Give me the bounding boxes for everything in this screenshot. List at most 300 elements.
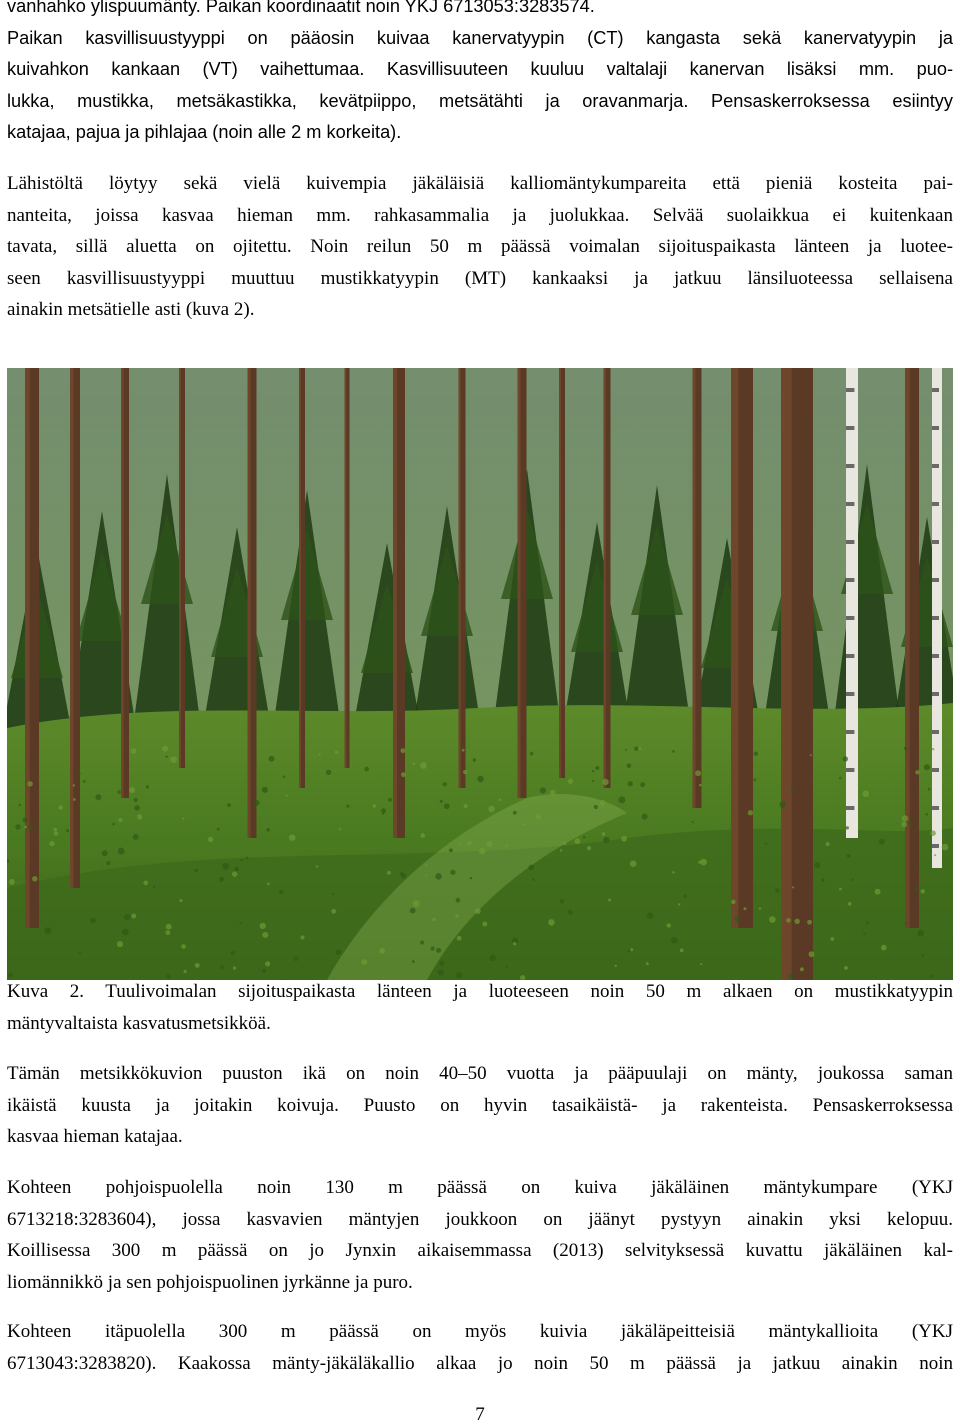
ground-speck [300, 935, 304, 939]
ground-speck [628, 781, 633, 786]
text-line: nanteita, joissa kasvaa hieman mm. rahkasammalia ja juolukkaa. Selvää suolaikkua ei kuitenkaan [7, 204, 953, 226]
ground-speck [830, 937, 834, 941]
ground-speck [934, 854, 936, 856]
ground-speck [563, 842, 566, 845]
ground-speck [90, 917, 96, 923]
ground-speck [583, 836, 585, 838]
birch-mark [932, 426, 939, 430]
ground-speck [381, 808, 386, 813]
ground-speck [332, 893, 334, 895]
ground-speck [410, 908, 416, 914]
ground-speck [942, 844, 949, 851]
birch-mark [846, 540, 854, 544]
ground-speck [843, 756, 848, 761]
ground-speck [754, 752, 758, 756]
ground-speck [420, 833, 425, 838]
ground-speck [477, 776, 483, 782]
ground-speck [917, 930, 924, 937]
ground-speck [759, 907, 761, 909]
ground-speck [153, 886, 156, 889]
ground-speck [847, 854, 851, 858]
ground-speck [319, 753, 321, 755]
ground-speck [181, 944, 186, 949]
ground-speck [372, 804, 376, 808]
ground-speck [279, 889, 284, 894]
ground-speck [826, 842, 830, 846]
ground-speck [462, 749, 465, 752]
ground-speck [79, 951, 81, 953]
ground-speck [456, 898, 461, 903]
ground-speck [106, 861, 110, 865]
ground-speck [640, 782, 645, 787]
ground-speck [133, 834, 139, 840]
ground-speck [449, 848, 453, 852]
ground-speck [548, 919, 555, 926]
ground-speck [634, 747, 638, 751]
birch-trunk [846, 368, 858, 838]
ground-speck [602, 832, 605, 835]
birch-mark [846, 502, 854, 506]
text-line: tavata, sillä aluetta on ojitettu. Noin reilun 50 m päässä voimalan sijoituspaikasta länteen ja luotee- [7, 236, 953, 257]
pine-trunk-highlight [731, 368, 738, 928]
ground-speck [134, 798, 138, 802]
ground-speck [499, 799, 502, 802]
ground-speck [262, 932, 268, 938]
text-line: liomännikkö ja sen pohjoispuolinen jyrkänne ja puro. [7, 1271, 413, 1293]
ground-speck [608, 898, 611, 901]
ground-speck [839, 777, 842, 780]
ground-speck [464, 804, 468, 808]
ground-speck [49, 841, 54, 846]
ground-speck [66, 829, 69, 832]
ground-speck [627, 949, 630, 952]
ground-speck [15, 824, 20, 829]
birch-mark [846, 806, 854, 810]
ground-speck [630, 860, 637, 867]
ground-speck [425, 864, 427, 866]
ground-speck [170, 756, 177, 763]
ground-speck [455, 915, 458, 918]
ground-speck [78, 772, 81, 775]
paragraph-east-side [7, 1316, 953, 1379]
ground-speck [239, 922, 242, 925]
ground-speck [909, 821, 913, 825]
birch-mark [846, 654, 854, 658]
ground-speck [791, 788, 795, 792]
ground-speck [53, 828, 57, 832]
ground-speck [146, 785, 149, 788]
ground-speck [346, 805, 349, 808]
birch-mark [932, 692, 939, 696]
ground-speck [924, 764, 930, 770]
ground-speck [254, 800, 260, 806]
text-line: Kuva 2. Tuulivoimalan sijoituspaikasta länteen ja luoteeseen noin 50 m alkaen on mustikkatyypin [7, 981, 953, 1002]
ground-speck [639, 747, 642, 750]
ground-speck [437, 969, 443, 975]
text-line: Koillisessa 300 m päässä on jo Jynxin aikaisemmassa (2013) selvityksessä kuvattu jäkäläinen kal- [7, 1240, 953, 1261]
ground-speck [769, 916, 776, 923]
ground-speck [678, 903, 680, 905]
ground-speck [568, 779, 573, 784]
ground-speck [335, 949, 341, 955]
page-number: 7 [475, 1404, 485, 1425]
ground-speck [18, 804, 21, 807]
ground-speck [134, 805, 139, 810]
pine-trunk-highlight [518, 368, 521, 798]
ground-speck [32, 876, 38, 882]
ground-speck [932, 748, 934, 750]
ground-speck [262, 969, 266, 973]
ground-speck [131, 748, 137, 754]
ground-speck [575, 838, 581, 844]
ground-speck [699, 784, 702, 787]
birch-mark [846, 616, 854, 620]
ground-speck [232, 871, 237, 876]
ground-speck [901, 822, 907, 828]
ground-speck [630, 948, 633, 951]
ground-speck [400, 748, 405, 753]
pine-trunk-highlight [25, 368, 30, 928]
text-line: 6713218:3283604), jossa kasvavien mäntyjen joukkoon on jäänyt pystyyn ainakin yksi kelopuu. [7, 1208, 953, 1230]
ground-speck [58, 805, 62, 809]
ground-speck [28, 825, 33, 830]
ground-speck [413, 900, 420, 907]
ground-speck [432, 918, 436, 922]
birch-mark [932, 388, 939, 392]
ground-speck [470, 877, 473, 880]
ground-speck [54, 831, 58, 835]
pine-trunk-highlight [345, 368, 347, 768]
ground-speck [530, 752, 534, 756]
ground-speck [618, 796, 625, 803]
birch-mark [932, 502, 939, 506]
ground-speck [335, 751, 338, 754]
ground-speck [928, 788, 931, 791]
ground-speck [439, 961, 444, 966]
ground-speck [528, 865, 534, 871]
ground-speck [603, 837, 609, 843]
ground-speck [425, 874, 427, 876]
ground-speck [364, 767, 369, 772]
ground-speck [839, 888, 842, 891]
ground-speck [117, 941, 123, 947]
ground-speck [482, 922, 487, 927]
ground-speck [339, 828, 341, 830]
ground-speck [122, 929, 128, 935]
ground-speck [208, 837, 213, 842]
ground-speck [779, 801, 786, 808]
ground-speck [233, 967, 236, 970]
ground-speck [440, 800, 443, 803]
text-line: katajaa, pajua ja pihlajaa (noin alle 2 m korkeita). [7, 122, 402, 142]
ground-speck [195, 963, 200, 968]
birch-mark [846, 464, 854, 468]
pine-trunk-highlight [781, 368, 792, 980]
ground-speck [316, 865, 318, 867]
ground-speck [879, 839, 885, 845]
ground-speck [102, 850, 108, 856]
ground-speck [881, 945, 887, 951]
ground-speck [420, 762, 427, 769]
text-line: mäntyvaltaista kasvatusmetsikköä. [7, 1012, 271, 1034]
ground-speck [550, 790, 556, 796]
ground-speck [560, 899, 564, 903]
ground-speck [486, 841, 492, 847]
text-line: Kohteen pohjoispuolella noin 130 m päässä on kuiva jäkäläinen mäntykumpare (YKJ [7, 1177, 953, 1198]
ground-speck [930, 830, 936, 836]
text-line: ainakin metsätielle asti (kuva 2). [7, 299, 255, 320]
ground-speck [800, 967, 804, 971]
ground-speck [735, 916, 740, 921]
ground-speck [535, 814, 541, 820]
pine-trunk-highlight [248, 368, 251, 838]
ground-speck [436, 948, 441, 953]
birch-mark [846, 578, 854, 582]
text-line: kasvaa hieman katajaa. [7, 1126, 183, 1147]
ground-speck [863, 933, 865, 935]
ground-speck [246, 857, 248, 859]
ground-speck [792, 886, 794, 888]
ground-speck [848, 902, 852, 906]
ground-speck [443, 782, 447, 786]
ground-speck [217, 828, 220, 831]
pine-trunk-highlight [70, 368, 73, 888]
ground-speck [326, 770, 331, 775]
ground-speck [260, 923, 266, 929]
ground-speck [592, 770, 594, 772]
ground-speck [266, 828, 270, 832]
ground-speck [388, 798, 392, 802]
ground-speck [672, 871, 674, 873]
ground-speck [753, 778, 756, 781]
ground-speck [265, 961, 270, 966]
ground-speck [700, 859, 707, 866]
text-line: Kohteen itäpuolella 300 m päässä on myös kuivia jäkäläpeitteisiä mäntykallioita (YKJ [7, 1321, 953, 1342]
ground-speck [587, 846, 591, 850]
ground-speck [227, 803, 231, 807]
ground-speck [786, 918, 791, 923]
ground-speck [184, 970, 187, 973]
ground-speck [489, 955, 496, 962]
ground-speck [24, 826, 27, 829]
ground-speck [672, 750, 675, 753]
ground-speck [118, 848, 125, 855]
ground-speck [124, 914, 130, 920]
ground-speck [560, 849, 562, 851]
ground-speck [412, 960, 415, 963]
ground-speck [646, 962, 649, 965]
ground-speck [602, 779, 609, 786]
pine-trunk-highlight [559, 368, 561, 778]
ground-speck [914, 866, 916, 868]
pine-trunk-highlight [393, 368, 397, 838]
birch-mark [932, 844, 939, 848]
ground-speck [844, 966, 848, 970]
ground-speck [195, 869, 199, 873]
ground-speck [692, 821, 694, 823]
text-line: kuivahkon kankaan (VT) vaihettumaa. Kasvillisuuteen kuuluu valtalaji kanervan lisäksi mm. puo- [7, 59, 953, 79]
ground-speck [505, 845, 508, 848]
ground-speck [473, 758, 476, 761]
ground-speck [457, 936, 462, 941]
ground-speck [488, 806, 494, 812]
ground-speck [27, 781, 33, 787]
ground-speck [821, 878, 824, 881]
ground-speck [902, 815, 908, 821]
birch-mark [932, 540, 939, 544]
ground-speck [642, 814, 648, 820]
ground-speck [72, 784, 74, 786]
ground-speck [165, 930, 170, 935]
ground-speck [387, 871, 391, 875]
ground-speck [523, 823, 526, 826]
ground-speck [680, 948, 684, 952]
ground-speck [467, 841, 471, 845]
birch-mark [932, 768, 939, 772]
ground-speck [513, 811, 517, 815]
text-line: seen kasvillisuustyyppi muuttuu mustikkatyypin (MT) kankaaksi ja jatkuu länsiluoteessa sellaisena [7, 267, 953, 289]
ground-speck [222, 863, 229, 870]
ground-speck [600, 800, 606, 806]
ground-speck [73, 798, 76, 801]
ground-speck [875, 889, 881, 895]
figure-caption [7, 976, 953, 1039]
ground-speck [400, 872, 403, 875]
ground-speck [671, 937, 678, 944]
paragraph-stand-description [7, 1058, 953, 1153]
pine-trunk-highlight [121, 368, 124, 798]
ground-speck [131, 913, 136, 918]
ground-speck [926, 813, 929, 816]
pine-trunk-highlight [693, 368, 696, 808]
ground-speck [852, 879, 854, 881]
birch-mark [932, 654, 939, 658]
ground-speck [9, 879, 15, 885]
ground-speck [463, 770, 467, 774]
birch-mark [932, 730, 939, 734]
ground-speck [765, 842, 767, 844]
ground-speck [262, 787, 268, 793]
ground-speck [283, 775, 286, 778]
ground-speck [435, 873, 442, 880]
ground-speck [810, 754, 812, 756]
ground-speck [748, 810, 753, 815]
ground-speck [814, 862, 820, 868]
birch-mark [846, 388, 854, 392]
birch-mark [932, 464, 939, 468]
ground-speck [866, 921, 869, 924]
pine-trunk-highlight [905, 368, 910, 928]
ground-speck [361, 959, 367, 965]
ground-speck [112, 823, 115, 826]
ground-speck [540, 787, 546, 793]
ground-speck [614, 965, 616, 967]
ground-speck [475, 908, 481, 914]
ground-speck [647, 912, 654, 919]
ground-speck [807, 920, 812, 925]
birch-mark [846, 426, 854, 430]
ground-speck [808, 951, 814, 957]
ground-speck [182, 817, 184, 819]
ground-speck [458, 843, 460, 845]
ground-speck [921, 889, 925, 893]
text-line: 6713043:3283820). Kaakossa mänty-jäkäläkallio alkaa jo noin 50 m päässä ja jatkuu ainakin noin [7, 1352, 953, 1374]
ground-speck [143, 881, 148, 886]
ground-speck [743, 907, 746, 910]
ground-speck [231, 951, 235, 955]
ground-speck [44, 927, 51, 934]
ground-speck [667, 923, 671, 927]
ground-speck [444, 803, 450, 809]
ground-speck [625, 749, 627, 751]
text-line: ikäistä kuusta ja joitakin koivuja. Puusto on hyvin tasaikäistä- ja rakenteista. Pensaskerroksessa [7, 1094, 953, 1116]
ground-speck [915, 770, 919, 774]
birch-mark [846, 730, 854, 734]
ground-speck [532, 878, 535, 881]
ground-speck [118, 818, 122, 822]
ground-speck [627, 764, 631, 768]
text-line: Tämän metsikkökuvion puuston ikä on noin 40–50 vuotta ja pääpuulaji on mänty, joukossa saman [7, 1063, 953, 1084]
ground-speck [234, 867, 239, 872]
paragraph-surroundings [7, 168, 953, 326]
birch-mark [932, 578, 939, 582]
ground-speck [595, 766, 599, 770]
ground-speck [846, 826, 849, 829]
ground-speck [568, 910, 573, 915]
ground-speck [862, 790, 869, 797]
birch-mark [932, 616, 939, 620]
ground-speck [921, 954, 924, 957]
ground-speck [179, 899, 182, 902]
ground-speck [513, 942, 516, 945]
ground-speck [505, 966, 507, 968]
text-line: Lähistöltä löytyy sekä vielä kuivempia jäkäläisiä kalliomäntykumpareita että pieniä kosteita pai- [7, 173, 953, 194]
ground-speck [731, 900, 735, 904]
ground-speck [431, 946, 435, 950]
ground-speck [293, 956, 298, 961]
ground-speck [915, 887, 919, 891]
forest-photo [7, 368, 953, 980]
ground-speck [695, 770, 701, 776]
ground-speck [162, 746, 168, 752]
ground-speck [401, 772, 406, 777]
birch-mark [846, 768, 854, 772]
ground-speck [794, 919, 799, 924]
pine-trunk-highlight [604, 368, 606, 788]
birch-mark [846, 692, 854, 696]
birch-mark [932, 806, 939, 810]
ground-speck [684, 895, 687, 898]
ground-speck [117, 790, 121, 794]
pine-trunk-highlight [459, 368, 461, 788]
ground-speck [450, 870, 455, 875]
ground-speck [379, 948, 385, 954]
ground-speck [331, 909, 336, 914]
ground-speck [129, 787, 135, 793]
ground-speck [219, 877, 224, 882]
ground-speck [83, 780, 86, 783]
ground-speck [166, 924, 172, 930]
ground-speck [905, 922, 907, 924]
ground-speck [592, 780, 594, 782]
ground-speck [165, 755, 167, 757]
ground-speck [412, 762, 415, 765]
text-line: Paikan kasvillisuustyyppi on pääosin kuivaa kanervatyypin (CT) kangasta sekä kanervatyypin ja [7, 27, 953, 48]
ground-speck [258, 969, 260, 971]
ground-speck [420, 940, 424, 944]
ground-speck [220, 965, 224, 969]
ground-speck [286, 795, 288, 797]
